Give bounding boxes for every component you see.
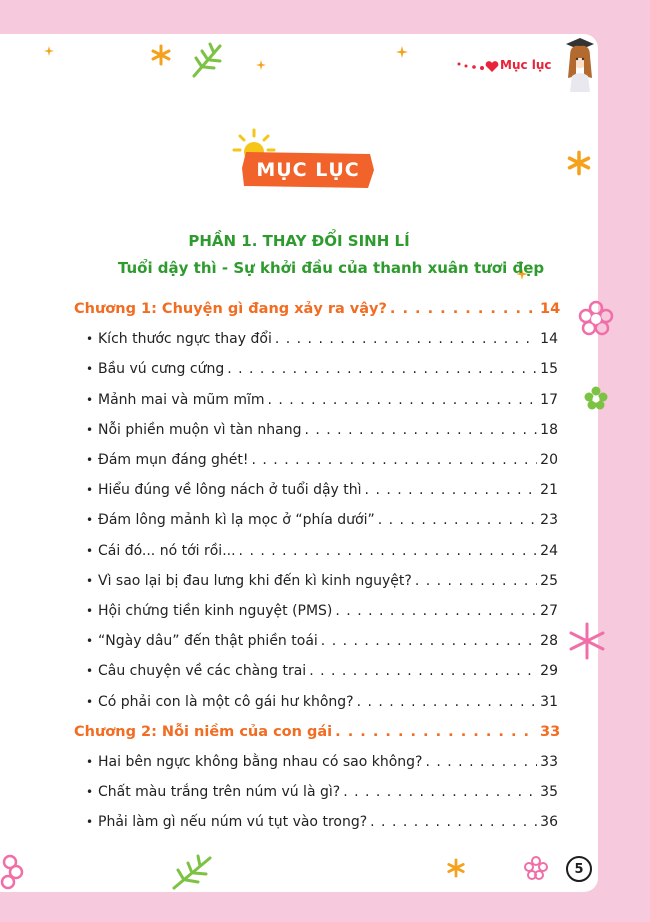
toc-item[interactable] <box>74 807 558 837</box>
toc-page-number: 21 <box>540 482 558 499</box>
dot-leader <box>370 814 537 830</box>
toc-label: Chất màu trắng trên núm vú là gì? <box>98 784 341 801</box>
toc-label: Đám lông mảnh kì lạ mọc ở “phía dưới” <box>98 512 375 529</box>
bullet-icon: • <box>86 603 94 618</box>
bullet-icon: • <box>86 754 94 769</box>
flower-outline-icon <box>0 854 24 890</box>
sparkle-icon <box>44 46 54 56</box>
dot-leader <box>343 784 537 800</box>
toc-page-number: 33 <box>540 723 561 740</box>
toc-label: Chương 1: Chuyện gì đang xảy ra vậy? <box>74 301 387 318</box>
toc-page-number: 33 <box>540 753 558 770</box>
toc-page-number: 28 <box>540 633 558 650</box>
toc-item[interactable] <box>74 385 558 415</box>
toc-label: Bầu vú cưng cứng <box>98 361 225 378</box>
toc-item[interactable] <box>74 626 558 656</box>
toc-label: Hiểu đúng về lông nách ở tuổi dậy thì <box>98 482 362 499</box>
toc-item[interactable] <box>74 656 558 686</box>
bullet-icon: • <box>86 573 94 588</box>
dot-leader <box>227 361 537 377</box>
flower-icon <box>584 386 608 410</box>
toc-page-number: 31 <box>540 693 558 710</box>
dot-leader <box>321 633 537 649</box>
toc-item[interactable] <box>74 445 558 475</box>
section-tag: Mục lục <box>500 58 552 72</box>
toc-item[interactable] <box>74 475 558 505</box>
toc-item[interactable] <box>74 596 558 626</box>
dot-leader <box>365 482 537 498</box>
dot-leader <box>304 422 537 438</box>
toc-item[interactable] <box>74 505 558 535</box>
toc-label: Vì sao lại bị đau lưng khi đến kì kinh nguyệt? <box>98 572 412 589</box>
sparkle-icon <box>396 46 408 58</box>
page-number: 5 <box>566 856 592 882</box>
toc-page-number: 35 <box>540 784 558 801</box>
toc-item[interactable] <box>74 324 558 354</box>
dot-leader <box>309 663 537 679</box>
toc-page-number: 23 <box>540 512 558 529</box>
toc-page-number: 20 <box>540 452 558 469</box>
toc-label: Có phải con là một cô gái hư không? <box>98 693 354 710</box>
toc-label: Cái đó... nó tới rồi... <box>98 542 236 559</box>
part-heading: PHẦN 1. THAY ĐỔI SINH LÍ <box>188 232 410 250</box>
toc-page-number: 25 <box>540 572 558 589</box>
toc-label: Phải làm gì nếu núm vú tụt vào trong? <box>98 814 368 831</box>
toc-page-number: 29 <box>540 663 558 680</box>
toc-item[interactable] <box>74 747 558 777</box>
bullet-icon: • <box>86 392 94 407</box>
toc-chapter[interactable] <box>74 294 561 324</box>
dot-leader <box>425 754 537 770</box>
dot-leader <box>415 573 537 589</box>
bullet-icon: • <box>86 362 94 377</box>
toc-page-number: 24 <box>540 542 558 559</box>
dot-leader <box>335 603 537 619</box>
toc-item[interactable] <box>74 536 558 566</box>
toc-page-number: 17 <box>540 391 558 408</box>
toc-page-number: 14 <box>540 301 561 318</box>
toc-page-number: 18 <box>540 421 558 438</box>
bullet-icon: • <box>86 483 94 498</box>
toc-label: Kích thước ngực thay đổi <box>98 331 272 348</box>
title-badge <box>240 150 376 190</box>
sparkle-burst-icon <box>566 620 608 662</box>
dot-leader <box>239 543 537 559</box>
toc-list <box>74 294 561 837</box>
toc-label: Nỗi phiền muộn vì tàn nhang <box>98 421 302 438</box>
toc-label: Câu chuyện về các chàng trai <box>98 663 307 680</box>
dot-leader <box>275 331 537 347</box>
dot-leader <box>378 512 537 528</box>
bullet-icon: • <box>86 422 94 437</box>
part-subheading: Tuổi dậy thì - Sự khởi đầu của thanh xuân tươi đẹp <box>117 259 545 277</box>
leaf-sprig-icon <box>170 852 214 892</box>
star-decoration-icon <box>446 858 466 878</box>
bullet-icon: • <box>86 785 94 800</box>
bullet-icon: • <box>86 513 94 528</box>
flower-outline-icon <box>524 856 548 880</box>
leaf-sprig-icon <box>190 40 226 80</box>
dot-leader <box>268 392 538 408</box>
flower-outline-icon <box>578 300 614 336</box>
toc-label: “Ngày dâu” đến thật phiền toái <box>98 633 318 650</box>
toc-page-number: 15 <box>540 361 558 378</box>
toc-chapter[interactable] <box>74 717 561 747</box>
toc-label: Chương 2: Nỗi niềm của con gái <box>74 723 333 740</box>
toc-label: Đám mụn đáng ghét! <box>98 452 249 469</box>
toc-page-number: 27 <box>540 602 558 619</box>
heart-trail-icon <box>456 60 500 74</box>
star-decoration-icon <box>566 150 592 176</box>
student-girl-icon <box>562 36 598 92</box>
toc-item[interactable] <box>74 686 558 716</box>
bullet-icon: • <box>86 694 94 709</box>
dot-leader <box>357 694 537 710</box>
toc-label: Hai bên ngực không bằng nhau có sao không? <box>98 753 423 770</box>
bullet-icon: • <box>86 664 94 679</box>
bullet-icon: • <box>86 332 94 347</box>
toc-page-number: 14 <box>540 331 558 348</box>
toc-item[interactable] <box>74 354 558 384</box>
dot-leader <box>335 724 537 740</box>
toc-item[interactable] <box>74 777 558 807</box>
dot-leader <box>390 301 537 317</box>
bullet-icon: • <box>86 543 94 558</box>
bullet-icon: • <box>86 815 94 830</box>
bullet-icon: • <box>86 634 94 649</box>
toc-label: Hội chứng tiền kinh nguyệt (PMS) <box>98 602 333 619</box>
toc-item[interactable] <box>74 566 558 596</box>
toc-page-number: 36 <box>540 814 558 831</box>
toc-label: Mảnh mai và mũm mĩm <box>98 391 265 408</box>
star-decoration-icon <box>150 44 172 66</box>
dot-leader <box>252 452 538 468</box>
toc-item[interactable] <box>74 415 558 445</box>
sparkle-icon <box>256 60 266 70</box>
page-title: MỤC LỤC <box>256 159 360 181</box>
bullet-icon: • <box>86 453 94 468</box>
